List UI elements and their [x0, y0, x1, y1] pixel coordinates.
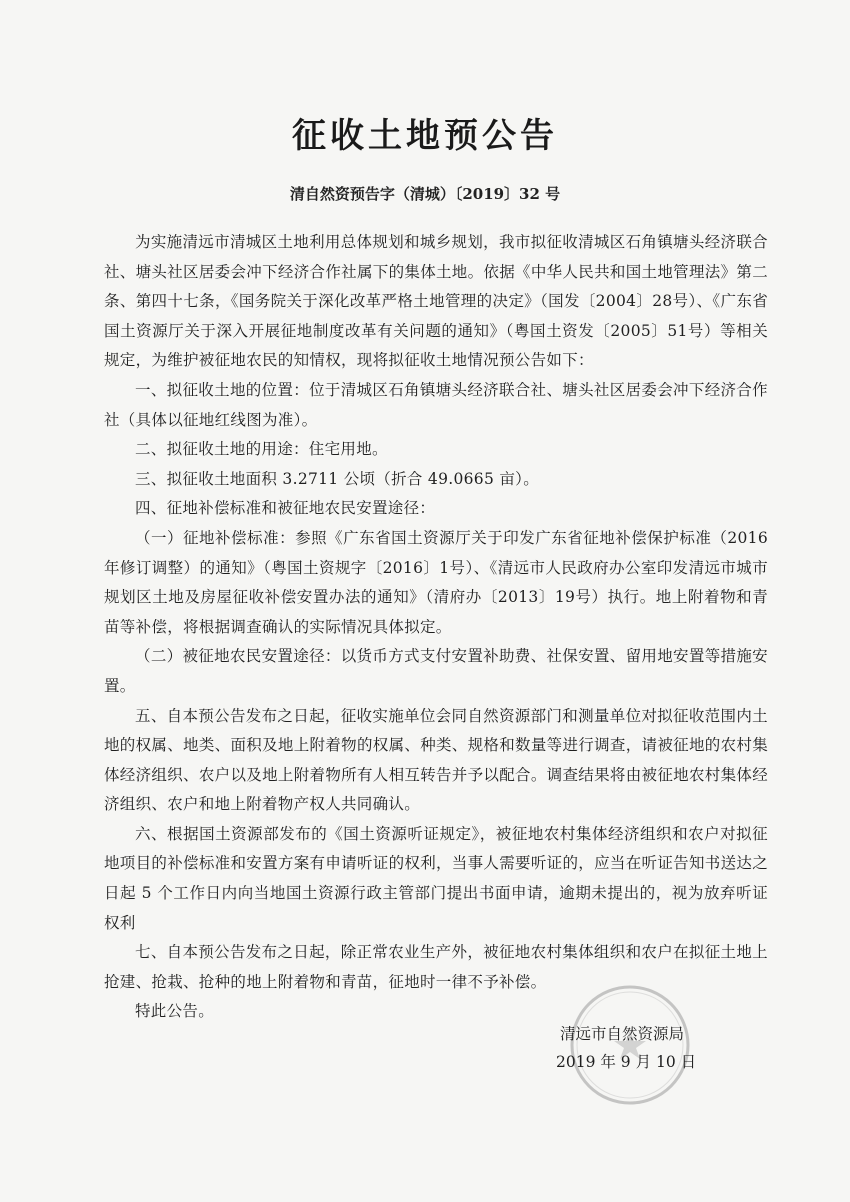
issue-date: 2019 年 9 月 10 日 [556, 1053, 697, 1071]
document-number: 清自然资预告字（清城）〔2019〕32 号 [289, 185, 561, 203]
paragraph-survey: 五、自本预公告发布之日起，征收实施单位会同自然资源部门和测量单位对拟征收范围内土地的权属、地类、面积及地上附着物的权属、种类、规格和数量等进行调查，请被征地的农村集体经济组织、农户以及地上附着物所有人相互转告并予以配合。调查结果将由被征地农村集体经济组织、农户和地上附着物产权人共同确认。 [104, 706, 768, 814]
document-body [104, 228, 768, 1027]
paragraph-hearing: 六、根据国土资源部发布的《国土资源听证规定》，被征地农村集体经济组织和农户对拟征地项目的补偿标准和安置方案有申请听证的权利，当事人需要听证的，应当在听证告知书送达之日起 5 个工作日内向当地国土资源行政主管部门提出书面申请，逾期未提出的，视为放弃听证权利 [104, 824, 768, 932]
paragraph-intro: 为实施清远市清城区土地利用总体规划和城乡规划，我市拟征收清城区石角镇塘头经济联合社、塘头社区居委会冲下经济合作社属下的集体土地。依据《中华人民共和国土地管理法》第二条、第四十七条，《国务院关于深化改革严格土地管理的决定》（国发〔2004〕28号）、《广东省国土资源厅关于深入开展征地制度改革有关问题的通知》（粤国土资发〔2005〕51号）等相关规定，为维护被征地农民的知情权，现将拟征收土地情况预公告如下： [104, 233, 768, 370]
paragraph-compensation-heading: 四、征地补偿标准和被征地农民安置途径： [135, 499, 436, 518]
paragraph-compensation-standard: （一）征地补偿标准：参照《广东省国土资源厅关于印发广东省征地补偿保护标准（2016年修订调整）的通知》（粤国土资规字〔2016〕1号）、《清远市人民政府办公室印发清远市城市规划区土地及房屋征收补偿安置办法的通知》（清府办〔2013〕19号）执行。地上附着物和青苗等补偿，将根据调查确认的实际情况具体拟定。 [104, 528, 768, 636]
paragraph-usage: 二、拟征收土地的用途：住宅用地。 [135, 440, 388, 459]
paragraph-no-compensation: 七、自本预公告发布之日起，除正常农业生产外，被征地农村集体组织和农户在拟征土地上抢建、抢栽、抢种的地上附着物和青苗，征地时一律不予补偿。 [104, 943, 768, 991]
paragraph-closing: 特此公告。 [135, 1002, 215, 1021]
official-seal [565, 980, 695, 1110]
document-title: 征收土地预公告 [292, 116, 558, 156]
paragraph-resettlement: （二）被征地农民安置途径：以货币方式支付安置补助费、社保安置、留用地安置等措施安置。 [104, 647, 768, 695]
paragraph-location: 一、拟征收土地的位置：位于清城区石角镇塘头经济联合社、塘头社区居委会冲下经济合作社（具体以征地红线图为准）。 [104, 380, 768, 429]
issuing-authority: 清远市自然资源局 [560, 1025, 685, 1043]
paragraph-area: 三、拟征收土地面积 3.2711 公顷（折合 49.0665 亩）。 [135, 469, 539, 488]
